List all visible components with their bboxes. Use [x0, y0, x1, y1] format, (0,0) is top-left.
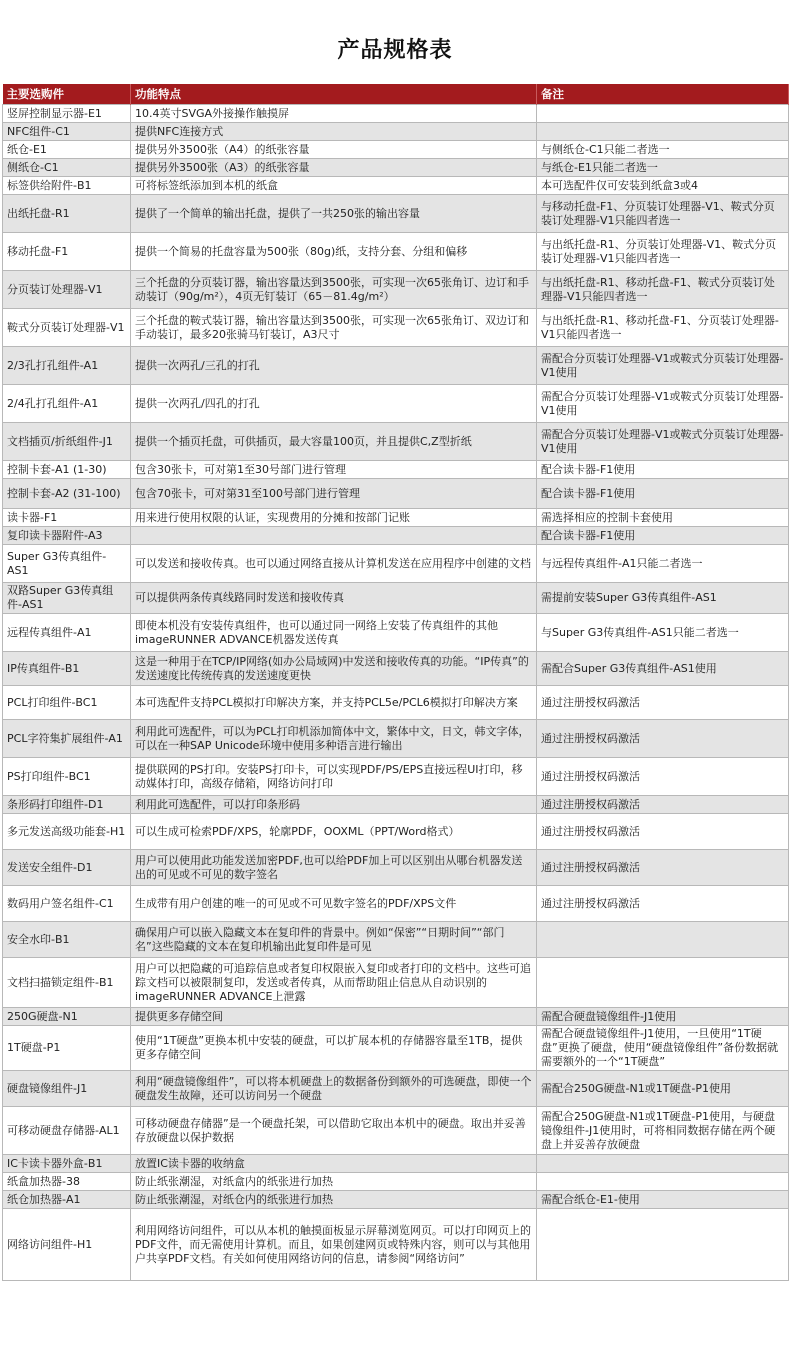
cell-option: IC卡读卡器外盒-B1	[3, 1155, 131, 1173]
cell-note: 通过注册授权码激活	[537, 758, 789, 796]
cell-option: 竖屏控制显示器-E1	[3, 105, 131, 123]
cell-note	[537, 1155, 789, 1173]
page-title: 产品规格表	[337, 38, 453, 63]
table-row	[3, 159, 789, 177]
cell-option: PCL打印组件-BC1	[3, 686, 131, 720]
cell-feature: 包含70张卡，可对第31至100号部门进行管理	[131, 479, 537, 509]
cell-option: PS打印组件-BC1	[3, 758, 131, 796]
cell-note: 与出纸托盘-R1、移动托盘-F1、分页装订处理器-V1只能四者选一	[537, 309, 789, 347]
table-row	[3, 177, 789, 195]
cell-feature: 利用此可选配件，可以为PCL打印机添加简体中文，繁体中文，日文，韩文字体，可以在一种SAP Unicode环境中使用多种语言进行输出	[131, 720, 537, 758]
cell-option: 控制卡套-A2 (31-100)	[3, 479, 131, 509]
cell-feature: 用来进行使用权限的认证，实现费用的分摊和按部门记账	[131, 509, 537, 527]
cell-option: 条形码打印组件-D1	[3, 796, 131, 814]
table-row	[3, 1155, 789, 1173]
table-row	[3, 233, 789, 271]
table-row	[3, 958, 789, 1008]
cell-note: 需配合分页装订处理器-V1或鞍式分页装订处理器-V1使用	[537, 423, 789, 461]
cell-note: 需配合分页装订处理器-V1或鞍式分页装订处理器-V1使用	[537, 347, 789, 385]
cell-note: 与远程传真组件-A1只能二者选一	[537, 545, 789, 583]
cell-option: NFC组件-C1	[3, 123, 131, 141]
cell-note	[537, 105, 789, 123]
cell-feature: 提供一次两孔/四孔的打孔	[131, 385, 537, 423]
cell-note: 配合读卡器-F1使用	[537, 479, 789, 509]
table-row	[3, 1107, 789, 1155]
cell-feature: 放置IC读卡器的收纳盒	[131, 1155, 537, 1173]
cell-feature: 即使本机没有安装传真组件，也可以通过同一网络上安装了传真组件的其他imageRUNNER ADVANCE机器发送传真	[131, 614, 537, 652]
table-row	[3, 1008, 789, 1026]
table-row	[3, 1071, 789, 1107]
cell-note: 配合读卡器-F1使用	[537, 461, 789, 479]
table-row	[3, 814, 789, 850]
table-row	[3, 720, 789, 758]
cell-note	[537, 123, 789, 141]
cell-option: 多元发送高级功能套-H1	[3, 814, 131, 850]
cell-option: 1T硬盘-P1	[3, 1026, 131, 1071]
cell-feature: 提供一次两孔/三孔的打孔	[131, 347, 537, 385]
cell-note: 本可选配件仅可安装到纸盒3或4	[537, 177, 789, 195]
cell-feature: 防止纸张潮湿，对纸盒内的纸张进行加热	[131, 1173, 537, 1191]
cell-feature: 利用此可选配件，可以打印条形码	[131, 796, 537, 814]
cell-note: 与纸仓-E1只能二者选一	[537, 159, 789, 177]
table-row	[3, 347, 789, 385]
cell-feature: 利用网络访问组件，可以从本机的触摸面板显示屏幕浏览网页。可以打印网页上的PDF文件，而无需使用计算机。而且，如果创建网页或特殊内容，则可以与其他用户共享PDF文档。有关如何使用网络访问的信息，请参阅“网络访问”	[131, 1209, 537, 1281]
table-header-row	[3, 84, 789, 105]
cell-option: IP传真组件-B1	[3, 652, 131, 686]
cell-note: 通过注册授权码激活	[537, 814, 789, 850]
cell-feature: 提供联网的PS打印。安装PS打印卡，可以实现PDF/PS/EPS直接远程UI打印，移动媒体打印，高级存储箱，网络访问打印	[131, 758, 537, 796]
cell-note: 与出纸托盘-R1、移动托盘-F1、鞍式分页装订处理器-V1只能四者选一	[537, 271, 789, 309]
cell-option: 标签供给附件-B1	[3, 177, 131, 195]
cell-feature: 用户可以使用此功能发送加密PDF,也可以给PDF加上可以区别出从哪台机器发送出的可见或不可见的数字签名	[131, 850, 537, 886]
cell-note: 需配合Super G3传真组件-AS1使用	[537, 652, 789, 686]
cell-note: 与侧纸仓-C1只能二者选一	[537, 141, 789, 159]
cell-note: 需配合硬盘镜像组件-J1使用，一旦使用“1T硬盘”更换了硬盘，使用“硬盘镜像组件”备份数据就需要额外的一个“1T硬盘”	[537, 1026, 789, 1071]
cell-note: 与出纸托盘-R1、分页装订处理器-V1、鞍式分页装订处理器-V1只能四者选一	[537, 233, 789, 271]
cell-note: 需配合纸仓-E1-使用	[537, 1191, 789, 1209]
table-row	[3, 583, 789, 614]
cell-feature: 用户可以把隐藏的可追踪信息或者复印权限嵌入复印或者打印的文档中。这些可追踪文档可以被限制复印，发送或者传真，从而帮助阻止信息从自动识别的imageRUNNER ADVANCE上泄露	[131, 958, 537, 1008]
cell-option: 文档插页/折纸组件-J1	[3, 423, 131, 461]
cell-option: Super G3传真组件-AS1	[3, 545, 131, 583]
cell-note: 需选择相应的控制卡套使用	[537, 509, 789, 527]
cell-option: 安全水印-B1	[3, 922, 131, 958]
table-row	[3, 123, 789, 141]
table-row	[3, 271, 789, 309]
cell-option: 读卡器-F1	[3, 509, 131, 527]
cell-note: 需配合250G硬盘-N1或1T硬盘-P1使用，与硬盘镜像组件-J1使用时，可将相同数据存储在两个硬盘上并妥善存放硬盘	[537, 1107, 789, 1155]
cell-option: PCL字符集扩展组件-A1	[3, 720, 131, 758]
cell-feature: 提供了一个简单的输出托盘，提供了一共250张的输出容量	[131, 195, 537, 233]
cell-note: 与Super G3传真组件-AS1只能二者选一	[537, 614, 789, 652]
cell-feature: 本可选配件支持PCL模拟打印解决方案，并支持PCL5e/PCL6模拟打印解决方案	[131, 686, 537, 720]
cell-note	[537, 1209, 789, 1281]
cell-feature: 三个托盘的鞍式装订器，输出容量达到3500张，可实现一次65张角订、双边订和手动装订，最多20张骑马钉装订，A3尺寸	[131, 309, 537, 347]
cell-note: 与移动托盘-F1、分页装订处理器-V1、鞍式分页装订处理器-V1只能四者选一	[537, 195, 789, 233]
cell-option: 移动托盘-F1	[3, 233, 131, 271]
table-row	[3, 686, 789, 720]
cell-option: 2/4孔打孔组件-A1	[3, 385, 131, 423]
cell-option: 控制卡套-A1 (1-30)	[3, 461, 131, 479]
cell-option: 发送安全组件-D1	[3, 850, 131, 886]
table-row	[3, 105, 789, 123]
cell-feature: 包含30张卡，可对第1至30号部门进行管理	[131, 461, 537, 479]
table-row	[3, 614, 789, 652]
cell-option: 250G硬盘-N1	[3, 1008, 131, 1026]
table-row	[3, 385, 789, 423]
cell-feature: 可将标签纸添加到本机的纸盒	[131, 177, 537, 195]
cell-note: 需配合250G硬盘-N1或1T硬盘-P1使用	[537, 1071, 789, 1107]
cell-note: 配合读卡器-F1使用	[537, 527, 789, 545]
cell-feature: 提供更多存储空间	[131, 1008, 537, 1026]
cell-note: 通过注册授权码激活	[537, 720, 789, 758]
cell-note: 通过注册授权码激活	[537, 686, 789, 720]
cell-feature: 10.4英寸SVGA外接操作触摸屏	[131, 105, 537, 123]
cell-feature: 提供NFC连接方式	[131, 123, 537, 141]
table-row	[3, 922, 789, 958]
cell-note: 需配合分页装订处理器-V1或鞍式分页装订处理器-V1使用	[537, 385, 789, 423]
cell-note	[537, 958, 789, 1008]
cell-feature: 确保用户可以嵌入隐藏文本在复印件的背景中。例如“保密”“日期时间”“部门名”这些隐藏的文本在复印机输出此复印件是可见	[131, 922, 537, 958]
cell-option: 网络访问组件-H1	[3, 1209, 131, 1281]
cell-option: 文档扫描锁定组件-B1	[3, 958, 131, 1008]
table-row	[3, 796, 789, 814]
cell-feature	[131, 527, 537, 545]
cell-note: 通过注册授权码激活	[537, 886, 789, 922]
table-body	[3, 105, 789, 1281]
table-row	[3, 141, 789, 159]
cell-option: 鞍式分页装订处理器-V1	[3, 309, 131, 347]
table-row	[3, 758, 789, 796]
table-row	[3, 195, 789, 233]
cell-option: 分页装订处理器-V1	[3, 271, 131, 309]
table-row	[3, 1209, 789, 1281]
table-row	[3, 886, 789, 922]
table-row	[3, 423, 789, 461]
cell-feature: 可以发送和接收传真。也可以通过网络直接从计算机发送在应用程序中创建的文档	[131, 545, 537, 583]
cell-option: 双路Super G3传真组件-AS1	[3, 583, 131, 614]
cell-option: 纸仓加热器-A1	[3, 1191, 131, 1209]
cell-option: 2/3孔打孔组件-A1	[3, 347, 131, 385]
table-row	[3, 850, 789, 886]
cell-note: 通过注册授权码激活	[537, 796, 789, 814]
cell-feature: 使用“1T硬盘”更换本机中安装的硬盘，可以扩展本机的存储器容量至1TB，提供更多存储空间	[131, 1026, 537, 1071]
table-row	[3, 1191, 789, 1209]
cell-option: 复印读卡器附件-A3	[3, 527, 131, 545]
cell-option: 远程传真组件-A1	[3, 614, 131, 652]
cell-option: 侧纸仓-C1	[3, 159, 131, 177]
cell-feature: 生成带有用户创建的唯一的可见或不可见数字签名的PDF/XPS文件	[131, 886, 537, 922]
cell-feature: 提供另外3500张（A3）的纸张容量	[131, 159, 537, 177]
cell-note: 需配合硬盘镜像组件-J1使用	[537, 1008, 789, 1026]
cell-feature: 这是一种用于在TCP/IP网络(如办公局域网)中发送和接收传真的功能。“IP传真”的发送速度比传统传真的发送速度更快	[131, 652, 537, 686]
cell-option: 纸仓-E1	[3, 141, 131, 159]
table-row	[3, 1026, 789, 1071]
header-feature: 功能特点	[131, 84, 537, 105]
cell-option: 可移动硬盘存储器-AL1	[3, 1107, 131, 1155]
spec-table	[2, 84, 789, 1281]
cell-feature: 可以提供两条传真线路同时发送和接收传真	[131, 583, 537, 614]
table-row	[3, 309, 789, 347]
cell-option: 纸盒加热器-38	[3, 1173, 131, 1191]
table-row	[3, 461, 789, 479]
table-row	[3, 652, 789, 686]
cell-feature: 三个托盘的分页装订器，输出容量达到3500张，可实现一次65张角订、边订和手动装订（90g/m²），4页无钉装订（65－81.4g/m²）	[131, 271, 537, 309]
cell-feature: 提供一个插页托盘，可供插页，最大容量100页，并且提供C,Z型折纸	[131, 423, 537, 461]
cell-feature: 提供一个简易的托盘容量为500张（80g)纸，支持分套、分组和偏移	[131, 233, 537, 271]
cell-note	[537, 922, 789, 958]
cell-note	[537, 1173, 789, 1191]
table-row	[3, 545, 789, 583]
header-option: 主要选购件	[3, 84, 131, 105]
cell-option: 硬盘镜像组件-J1	[3, 1071, 131, 1107]
table-row	[3, 527, 789, 545]
table-row	[3, 509, 789, 527]
cell-option: 数码用户签名组件-C1	[3, 886, 131, 922]
cell-feature: 可移动硬盘存储器”是一个硬盘托架，可以借助它取出本机中的硬盘。取出并妥善存放硬盘以保护数据	[131, 1107, 537, 1155]
cell-option: 出纸托盘-R1	[3, 195, 131, 233]
cell-feature: 提供另外3500张（A4）的纸张容量	[131, 141, 537, 159]
cell-note: 需提前安装Super G3传真组件-AS1	[537, 583, 789, 614]
cell-feature: 可以生成可检索PDF/XPS，轮廓PDF，OOXML（PPT/Word格式）	[131, 814, 537, 850]
table-row	[3, 1173, 789, 1191]
cell-feature: 防止纸张潮湿，对纸仓内的纸张进行加热	[131, 1191, 537, 1209]
table-row	[3, 479, 789, 509]
cell-note: 通过注册授权码激活	[537, 850, 789, 886]
header-note: 备注	[537, 84, 789, 105]
cell-feature: 利用“硬盘镜像组件”，可以将本机硬盘上的数据备份到额外的可选硬盘，即使一个硬盘发生故障，还可以访问另一个硬盘	[131, 1071, 537, 1107]
